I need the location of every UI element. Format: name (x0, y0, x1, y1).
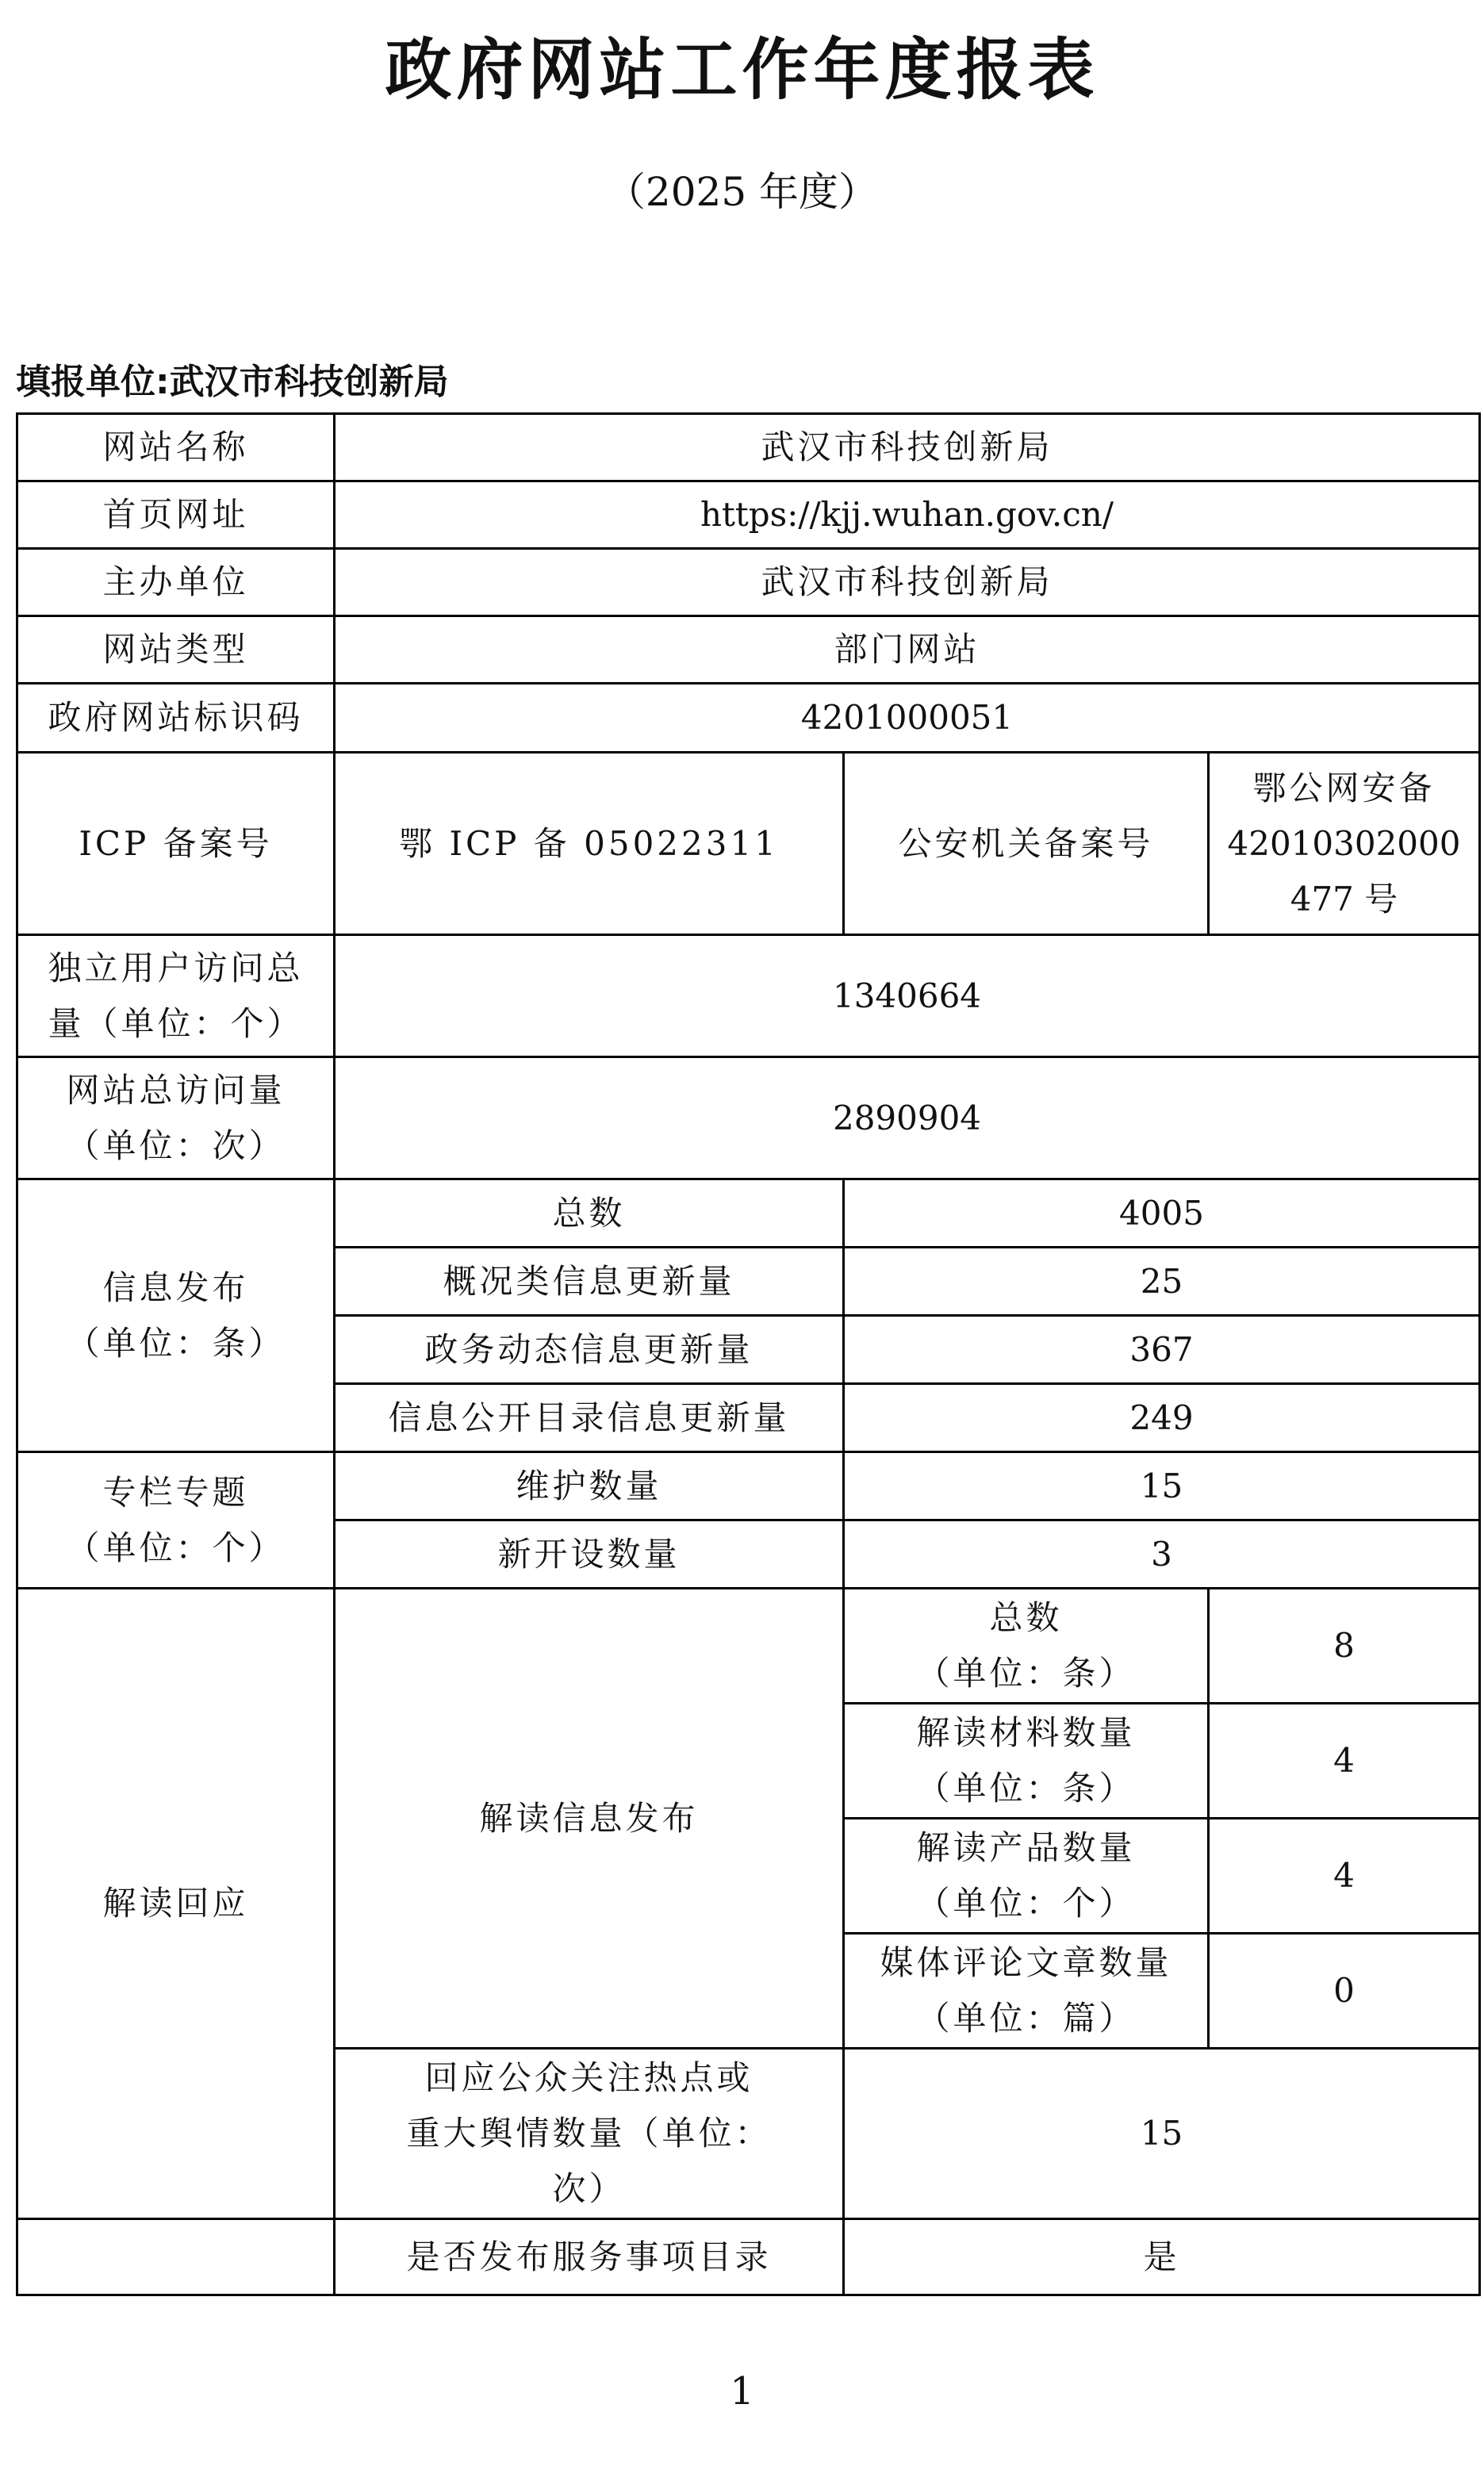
info-item-label: 概况类信息更新量 (335, 1248, 844, 1316)
info-item-label: 政务动态信息更新量 (335, 1316, 844, 1384)
row-label: 网站类型 (17, 616, 335, 684)
row-label: 网站总访问量 （单位：次） (17, 1057, 335, 1179)
interpret-item-label: 解读材料数量 （单位：条） (844, 1704, 1209, 1819)
table-row (17, 684, 1480, 753)
police-record-value: 鄂公网安备 42010302000 477 号 (1209, 753, 1480, 935)
row-label: 专栏专题 （单位：个） (17, 1452, 335, 1589)
police-record-label: 公安机关备案号 (844, 753, 1209, 935)
column-item-label: 维护数量 (335, 1452, 844, 1520)
interpret-item-label: 媒体评论文章数量 （单位：篇） (844, 1934, 1209, 2049)
report-table (16, 412, 1481, 2296)
filing-unit: 填报单位:武汉市科技创新局 (16, 362, 449, 402)
page-number: 1 (730, 2369, 754, 2414)
report-year: （2025 年度） (605, 169, 879, 215)
info-item-value: 249 (844, 1384, 1480, 1452)
table-row (17, 1057, 1480, 1179)
info-item-value: 367 (844, 1316, 1480, 1384)
column-item-value: 15 (844, 1452, 1480, 1520)
info-item-value: 25 (844, 1248, 1480, 1316)
table-row (17, 753, 1480, 935)
row-label: 信息发布 （单位：条） (17, 1179, 335, 1452)
table-row (17, 935, 1480, 1057)
interpret-item-value: 0 (1209, 1934, 1480, 2049)
table-row (17, 1589, 1480, 1704)
table-row (17, 2219, 1480, 2295)
row-label-empty (17, 2219, 335, 2295)
row-label: 首页网址 (17, 481, 335, 549)
table-row (17, 616, 1480, 684)
row-label: 网站名称 (17, 414, 335, 481)
table-row (17, 1452, 1480, 1520)
row-label: 独立用户访问总 量（单位：个） (17, 935, 335, 1057)
interpret-item-label: 总数 （单位：条） (844, 1589, 1209, 1704)
response-label: 回应公众关注热点或 重大舆情数量（单位： 次） (335, 2049, 844, 2219)
pv-value: 2890904 (335, 1057, 1480, 1179)
response-value: 15 (844, 2049, 1480, 2219)
page-title: 政府网站工作年度报表 (385, 31, 1099, 109)
site-type-value: 部门网站 (335, 616, 1480, 684)
interpret-item-value: 4 (1209, 1704, 1480, 1819)
home-url-value: https://kjj.wuhan.gov.cn/ (335, 481, 1480, 549)
column-item-value: 3 (844, 1520, 1480, 1589)
interpret-sub-label: 解读信息发布 (335, 1589, 844, 2049)
uv-value: 1340664 (335, 935, 1480, 1057)
table-row (17, 1179, 1480, 1248)
interpret-item-label: 解读产品数量 （单位：个） (844, 1819, 1209, 1934)
service-label: 是否发布服务事项目录 (335, 2219, 844, 2295)
icp-value: 鄂 ICP 备 05022311 (335, 753, 844, 935)
table-row (17, 481, 1480, 549)
service-value: 是 (844, 2219, 1480, 2295)
info-item-value: 4005 (844, 1179, 1480, 1248)
table-row (17, 414, 1480, 481)
site-id-value: 4201000051 (335, 684, 1480, 753)
interpret-item-value: 8 (1209, 1589, 1480, 1704)
site-name-value: 武汉市科技创新局 (335, 414, 1480, 481)
info-item-label: 总数 (335, 1179, 844, 1248)
row-label: ICP 备案号 (17, 753, 335, 935)
sponsor-value: 武汉市科技创新局 (335, 549, 1480, 616)
row-label: 解读回应 (17, 1589, 335, 2219)
row-label: 主办单位 (17, 549, 335, 616)
table-row (17, 549, 1480, 616)
interpret-item-value: 4 (1209, 1819, 1480, 1934)
column-item-label: 新开设数量 (335, 1520, 844, 1589)
info-item-label: 信息公开目录信息更新量 (335, 1384, 844, 1452)
row-label: 政府网站标识码 (17, 684, 335, 753)
